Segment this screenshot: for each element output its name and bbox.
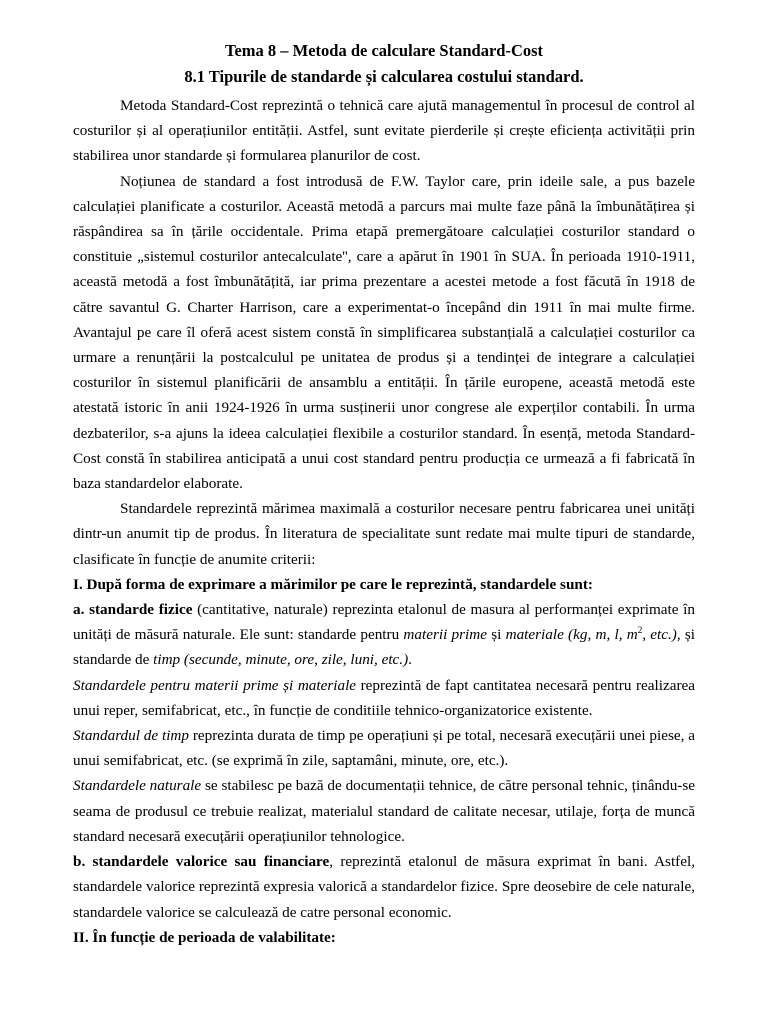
text-span: reprezinta durata de timp pe operațiuni și pe total, necesară execuțării unei piese, a unui semifabricat, etc. (se exprimă în zile, saptamâni, minute, ore, etc.). (73, 727, 695, 770)
paragraph-material-standards (73, 673, 695, 723)
term-time-standard: Standardul de timp (73, 727, 189, 745)
paragraph-standards-definition: Standardele reprezintă mărimea maximală a costurilor necesare pentru fabricarea unei unități dintr-un anumit tip de produs. În literatura de specialitate sunt redate mai multe tipuri de standarde, clasificate în funcție de anumite criterii: (73, 500, 695, 568)
paragraph-time-standard (73, 723, 695, 773)
term-physical-standards: a. standarde fizice (73, 601, 193, 619)
term-materials: materiale (kg, m, l, m (505, 626, 638, 644)
text-span: , reprezintă etalonul de măsura exprimat în bani. Astfel, standardele valorice reprezintă expresia valorică a standardelor fizice. Spre deosebire de cele naturale, standardele valorice se calculează de catre personal economic. (73, 853, 695, 921)
text-span: . (408, 651, 412, 669)
paragraph-physical-standards (73, 597, 695, 673)
term-value-standards: b. standardele valorice sau financiare (73, 853, 330, 871)
document-title: Tema 8 – Metoda de calculare Standard-Cost (224, 41, 544, 60)
text-span: reprezintă de fapt cantitatea necesară pentru realizarea unui reper, semifabricat, etc., în funcție de conditiile tehnico-organizatorice existente. (73, 676, 695, 719)
section-heading: 8.1 Tipurile de standarde și calcularea costului standard. (184, 67, 584, 86)
text-span: (cantitative, naturale) reprezinta etalonul de masura al performanței exprimate în unități de măsură naturale. Ele sunt: standarde pentru (73, 601, 695, 644)
text-span: se stabilesc pe bază de documentații tehnice, de către personal tehnic, ținându-se seama de produsul ce trebuie realizat, materialul standard de calitate necesar, utilaje, forța de muncă standard necesară execuțării operațiunilor tehnologice. (73, 777, 696, 845)
text-span: și (486, 626, 506, 644)
classification-heading-1: I. După forma de exprimare a mărimilor pe care le reprezintă, standardele sunt: (73, 575, 593, 593)
term-material-standards: Standardele pentru materii prime și materiale (73, 676, 357, 694)
term-natural-standards: Standardele naturale (73, 777, 202, 795)
paragraph-history: Noțiunea de standard a fost introdusă de F.W. Taylor care, prin ideile sale, a pus bazele calculației planificate a costurilor. Această metodă a parcurs mai multe faze până la îmbunătățirea și răspândirea sa în țările occidentale. Prima etapă premergătoare calculației costurilor standard o constituie „sistemul costurilor antecalculate'', care a apărut în 1901 în SUA. În perioada 1910-1911, această metodă a fost îmbunătățită, iar prima prezentare a acestei metode a fost făcută în 1918 de către savantul G. Charter Harrison, care a experimentat-o începând din 1911 în mai multe firme. Avantajul pe care îl oferă acest sistem constă în simplificarea substanțială a calculației costurilor ca urmare a renunțării la postcalculul pe unitatea de produs și a tendinței de integrare a calculației costurilor în sistemul planificării de ansamblu a entității. În țările europene, această metodă este atestată istoric în anii 1924-1926 în urma susținerii unor congrese ale experților contabili. În urma dezbaterilor, s-a ajuns la ideea calculației flexibile a costurilor standard. În esență, metoda Standard-Cost constă în stabilirea anticipată a unui cost standard pentru producția ce urmează a fi fabricată în baza standardelor elaborate. (73, 172, 695, 493)
superscript: 2 (637, 625, 643, 636)
term-raw-materials: materii prime (403, 626, 487, 644)
paragraph-intro: Metoda Standard-Cost reprezintă o tehnică care ajută managementul în procesul de control al costurilor și al operațiunilor entității. Astfel, sunt evitate pierderile și crește eficiența activității prin stabilirea unor standarde și formularea planurilor de cost. (73, 97, 695, 165)
text-span: și standarde de (73, 626, 696, 669)
paragraph-natural-standards (73, 773, 695, 849)
term-time: timp (secunde, minute, ore, zile, luni, etc.) (153, 651, 409, 669)
term-units: , etc.), (642, 626, 681, 644)
paragraph-value-standards (73, 849, 695, 925)
classification-heading-2: II. În funcție de perioada de valabilitate: (73, 928, 336, 946)
